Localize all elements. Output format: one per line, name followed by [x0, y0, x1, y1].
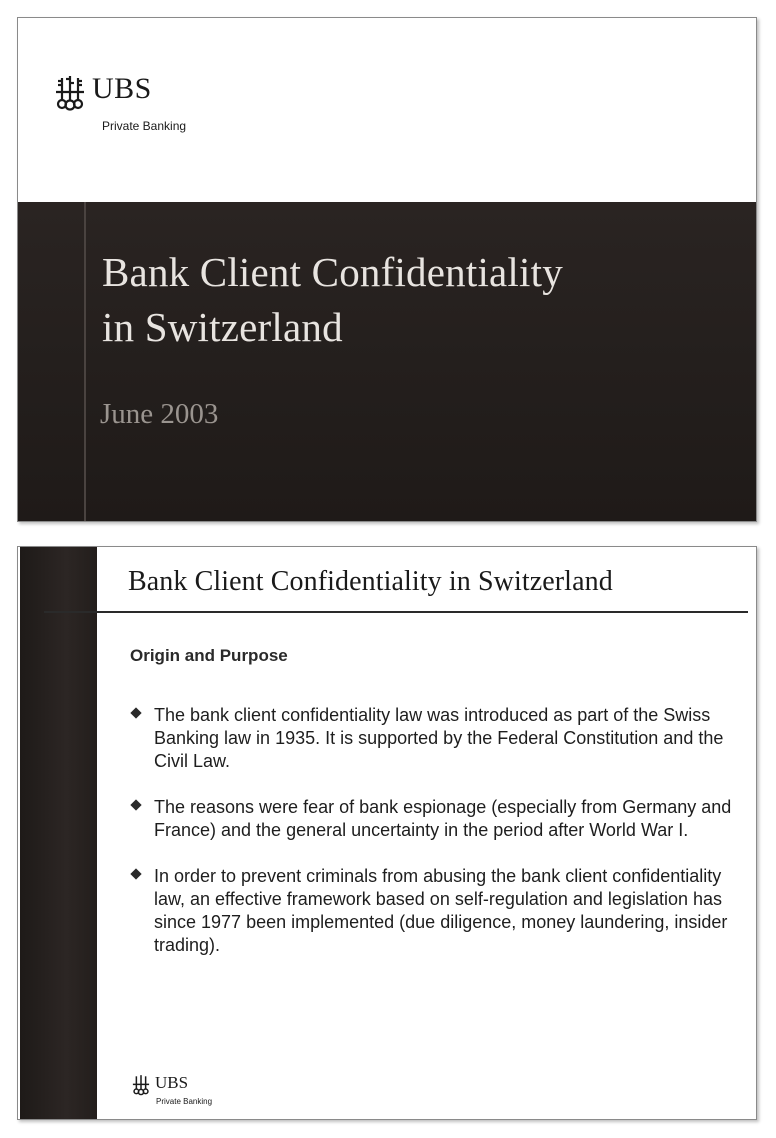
title-slide-dark-band [18, 202, 756, 522]
title-underline [44, 611, 748, 613]
section-heading: Origin and Purpose [130, 646, 288, 665]
diamond-bullet-icon [130, 707, 141, 718]
list-item [130, 865, 740, 957]
bullet-text: In order to prevent criminals from abusing the bank client confidentiality law, an effective framework based on self-regulation and legislation has since 1977 been implemented (due diligence, money laundering, insider trading). [154, 866, 728, 955]
list-item [130, 704, 740, 773]
footer-logo-subtitle: Private Banking [156, 1097, 213, 1106]
slide-title [102, 245, 563, 355]
bullet-text: The reasons were fear of bank espionage (especially from Germany and France) and the general uncertainty in the period after World War I. [154, 797, 732, 840]
ubs-logo [52, 74, 152, 117]
title-slide [17, 17, 757, 522]
vertical-divider [84, 202, 86, 522]
diamond-bullet-icon [130, 868, 141, 879]
slide-title-line-2: in Switzerland [102, 304, 343, 350]
title-slide-header [18, 18, 756, 202]
three-keys-icon [52, 74, 88, 117]
footer-logo-brand-text: UBS [155, 1073, 189, 1092]
three-keys-icon [130, 1074, 152, 1101]
logo-subtitle: Private Banking [102, 119, 187, 133]
slide-title-line-1: Bank Client Confidentiality [102, 249, 563, 295]
list-item [130, 796, 740, 842]
slide-date: June 2003 [100, 398, 219, 430]
diamond-bullet-icon [130, 799, 141, 810]
bullet-list [130, 704, 740, 980]
bullet-text: The bank client confidentiality law was introduced as part of the Swiss Banking law in 1935. It is supported by the Federal Constitution and the Civil Law. [154, 705, 724, 771]
left-dark-bar [20, 547, 97, 1119]
content-slide [17, 546, 757, 1120]
logo-brand-text: UBS [92, 72, 152, 105]
content-slide-title: Bank Client Confidentiality in Switzerland [128, 566, 613, 597]
